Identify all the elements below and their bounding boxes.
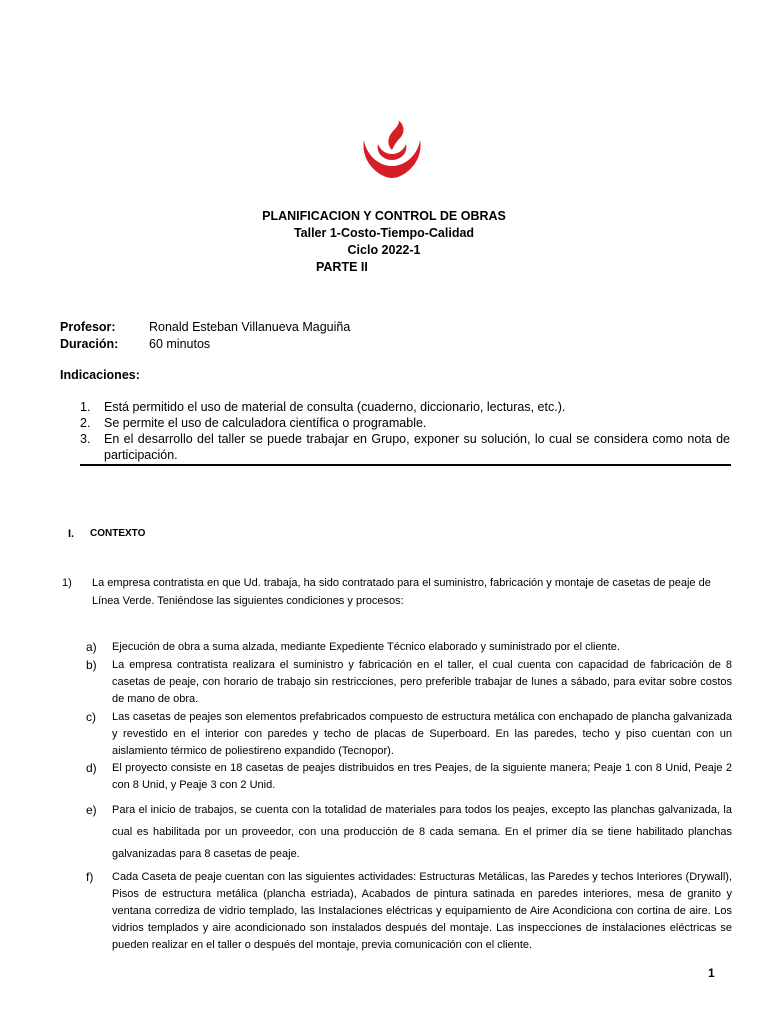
condition-text: La empresa contratista realizara el suministro y fabricación en el taller, el cual cuenta con capacidad de fabricación de 8 casetas de peaje, con horario de trabajo sin restricciones, pero preferible trabajar de lunes a sábado, para evitar sobre costos de mano de obra. [112, 659, 732, 705]
condition-item [86, 760, 732, 794]
condition-text: Cada Caseta de peaje cuentan con las siguientes actividades: Estructuras Metálicas, las Paredes y techos Interiores (Drywall), Pisos de estructura metálica (plancha estriada), Acabados de pintura satinada en paredes interiores, mesa de granito y ventana corrediza de vidrio templado, las Instalaciones eléctricas y equipamiento de Aire Acondiciona con cortina de aire. Los vidrios templados y aire acondicionado son instalados después del montaje. Las inspecciones de instalaciones eléctricas se pueden realizar en el taller o después del montaje, previa comunicación con el cliente. [112, 871, 732, 951]
section-heading [68, 528, 145, 540]
university-logo-icon [358, 120, 426, 182]
cycle-title: Ciclo 2022-1 [347, 243, 421, 257]
context-paragraph [62, 574, 732, 610]
condition-text: El proyecto consiste en 18 casetas de peajes distribuidos en tres Peajes, de la siguiente manera; Peaje 1 con 8 Unid, Peaje 2 con 8 Unid, y Peaje 3 con 2 Unid. [112, 762, 732, 791]
indication-number: 3. [80, 432, 91, 446]
section-divider [80, 464, 731, 466]
page-number: 1 [708, 966, 715, 980]
part-title: PARTE II [316, 260, 368, 274]
indication-number: 2. [80, 416, 91, 430]
condition-letter: b) [86, 658, 97, 672]
condition-item [86, 709, 732, 760]
section-title: CONTEXTO [90, 528, 146, 539]
context-number: 1) [62, 577, 72, 589]
condition-text: Ejecución de obra a suma alzada, mediante Expediente Técnico elaborado y suministrado por el cliente. [112, 641, 620, 653]
indication-text: Se permite el uso de calculadora científica o programable. [104, 416, 427, 430]
indication-item [80, 399, 730, 415]
course-title: PLANIFICACION Y CONTROL DE OBRAS [262, 209, 506, 223]
condition-item [86, 657, 732, 708]
indication-item [80, 431, 730, 463]
indication-text: En el desarrollo del taller se puede trabajar en Grupo, exponer su solución, lo cual se considera como nota de participación. [104, 432, 730, 462]
indication-number: 1. [80, 400, 91, 414]
duration-label: Duración: [60, 337, 119, 351]
condition-letter: d) [86, 761, 97, 775]
workshop-title: Taller 1-Costo-Tiempo-Calidad [293, 226, 475, 240]
condition-item [86, 799, 732, 865]
condition-text: Para el inicio de trabajos, se cuenta con la totalidad de materiales para todos los peajes, excepto las planchas galvanizada, la cual es habilitada por un proveedor, con una producción de 8 cada semana. En el primer día se tiene habilitado planchas galvanizadas para 8 casetas de peaje. [112, 804, 732, 860]
indications-label: Indicaciones: [60, 368, 140, 382]
indication-item [80, 415, 730, 431]
section-number: I. [68, 528, 75, 540]
condition-letter: c) [86, 710, 96, 724]
professor-label: Profesor: [60, 320, 116, 334]
condition-letter: a) [86, 640, 97, 654]
condition-item [86, 639, 732, 656]
duration-value: 60 minutos [149, 337, 211, 351]
condition-item [86, 869, 732, 954]
condition-letter: e) [86, 803, 97, 817]
condition-letter: f) [86, 870, 94, 884]
professor-value: Ronald Esteban Villanueva Maguiña [149, 320, 351, 334]
context-text: La empresa contratista en que Ud. trabaja, ha sido contratado para el suministro, fabricación y montaje de casetas de peaje de Línea Verde. Teniéndose las siguientes condiciones y procesos: [92, 577, 711, 607]
condition-text: Las casetas de peajes son elementos prefabricados compuesto de estructura metálica con enchapado de plancha galvanizada y revestido en el interior con paredes y techo de placas de Superboard. En las paredes, techo y piso cuentan con un aislamiento térmico de poliestireno expandido (Tecnopor). [112, 711, 732, 757]
indication-text: Está permitido el uso de material de consulta (cuaderno, diccionario, lecturas, etc.). [104, 400, 566, 414]
